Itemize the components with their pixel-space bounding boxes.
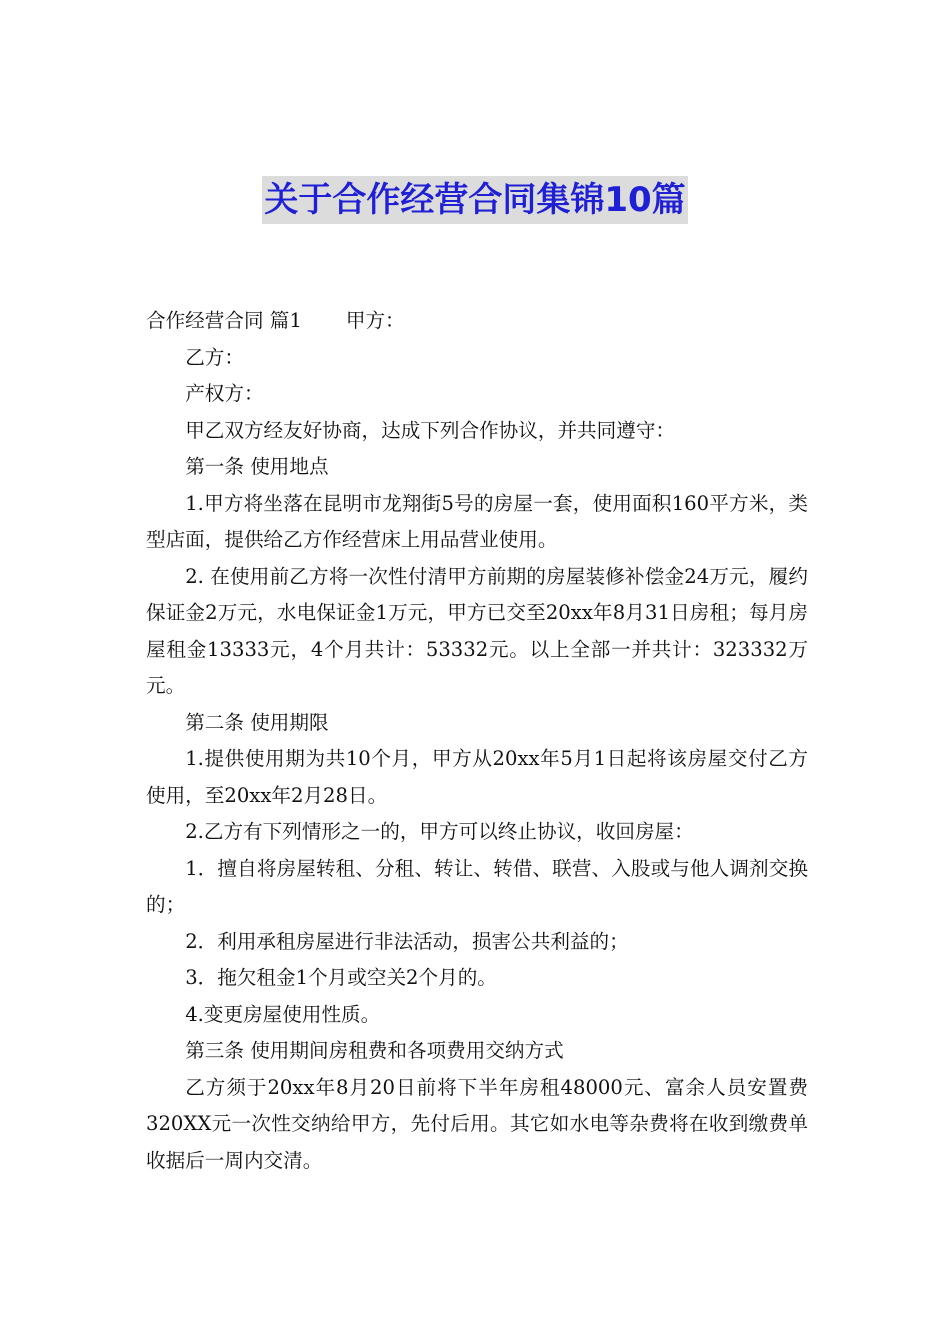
section-heading: 合作经营合同 篇1 xyxy=(146,309,302,332)
paragraph: 第一条 使用地点 xyxy=(185,455,329,478)
paragraph: 1.甲方将坐落在昆明市龙翔街5号的房屋一套，使用面积160平方米，类型店面，提供给乙方作经营床上用品营业使用。 xyxy=(146,491,808,551)
party-a-label: 甲方： xyxy=(345,309,405,332)
paragraph: 4.变更房屋使用性质。 xyxy=(185,1002,381,1026)
paragraph: 甲乙双方经友好协商，达成下列合作协议，并共同遵守： xyxy=(185,418,676,442)
paragraph: 1．擅自将房屋转租、分租、转让、转借、联营、入股或与他人调剂交换的； xyxy=(146,856,808,916)
paragraph: 1.提供使用期为共10个月，甲方从20xx年5月1日起将该房屋交付乙方使用，至20xx年2月28日。 xyxy=(146,747,808,807)
paragraph: 乙方须于20xx年8月20日前将下半年房租48000元、富余人员安置费320XX元一次性交纳给甲方，先付后用。其它如水电等杂费将在收到缴费单收据后一周内交清。 xyxy=(146,1075,808,1172)
document-title: 关于合作经营合同集锦10篇 xyxy=(262,176,687,224)
paragraph: 乙方： xyxy=(185,345,244,369)
paragraph: 第三条 使用期间房租费和各项费用交纳方式 xyxy=(185,1039,564,1062)
paragraph: 产权方： xyxy=(185,382,264,405)
paragraph: 3．拖欠租金1个月或空关2个月的。 xyxy=(185,966,497,989)
paragraph: 2．利用承租房屋进行非法活动，损害公共利益的； xyxy=(185,929,629,953)
document-body xyxy=(146,303,808,1179)
first-line xyxy=(146,303,808,340)
paragraph: 2.乙方有下列情形之一的，甲方可以终止协议，收回房屋： xyxy=(185,820,694,843)
title-container xyxy=(0,176,950,224)
paragraph: 2. 在使用前乙方将一次性付清甲方前期的房屋装修补偿金24万元，履约保证金2万元，水电保证金1万元，甲方已交至20xx年8月31日房租；每月房屋租金13333元，4个月共计：53332元。以上全部一并共计：323332万元。 xyxy=(146,564,808,697)
paragraph: 第二条 使用期限 xyxy=(185,710,329,734)
